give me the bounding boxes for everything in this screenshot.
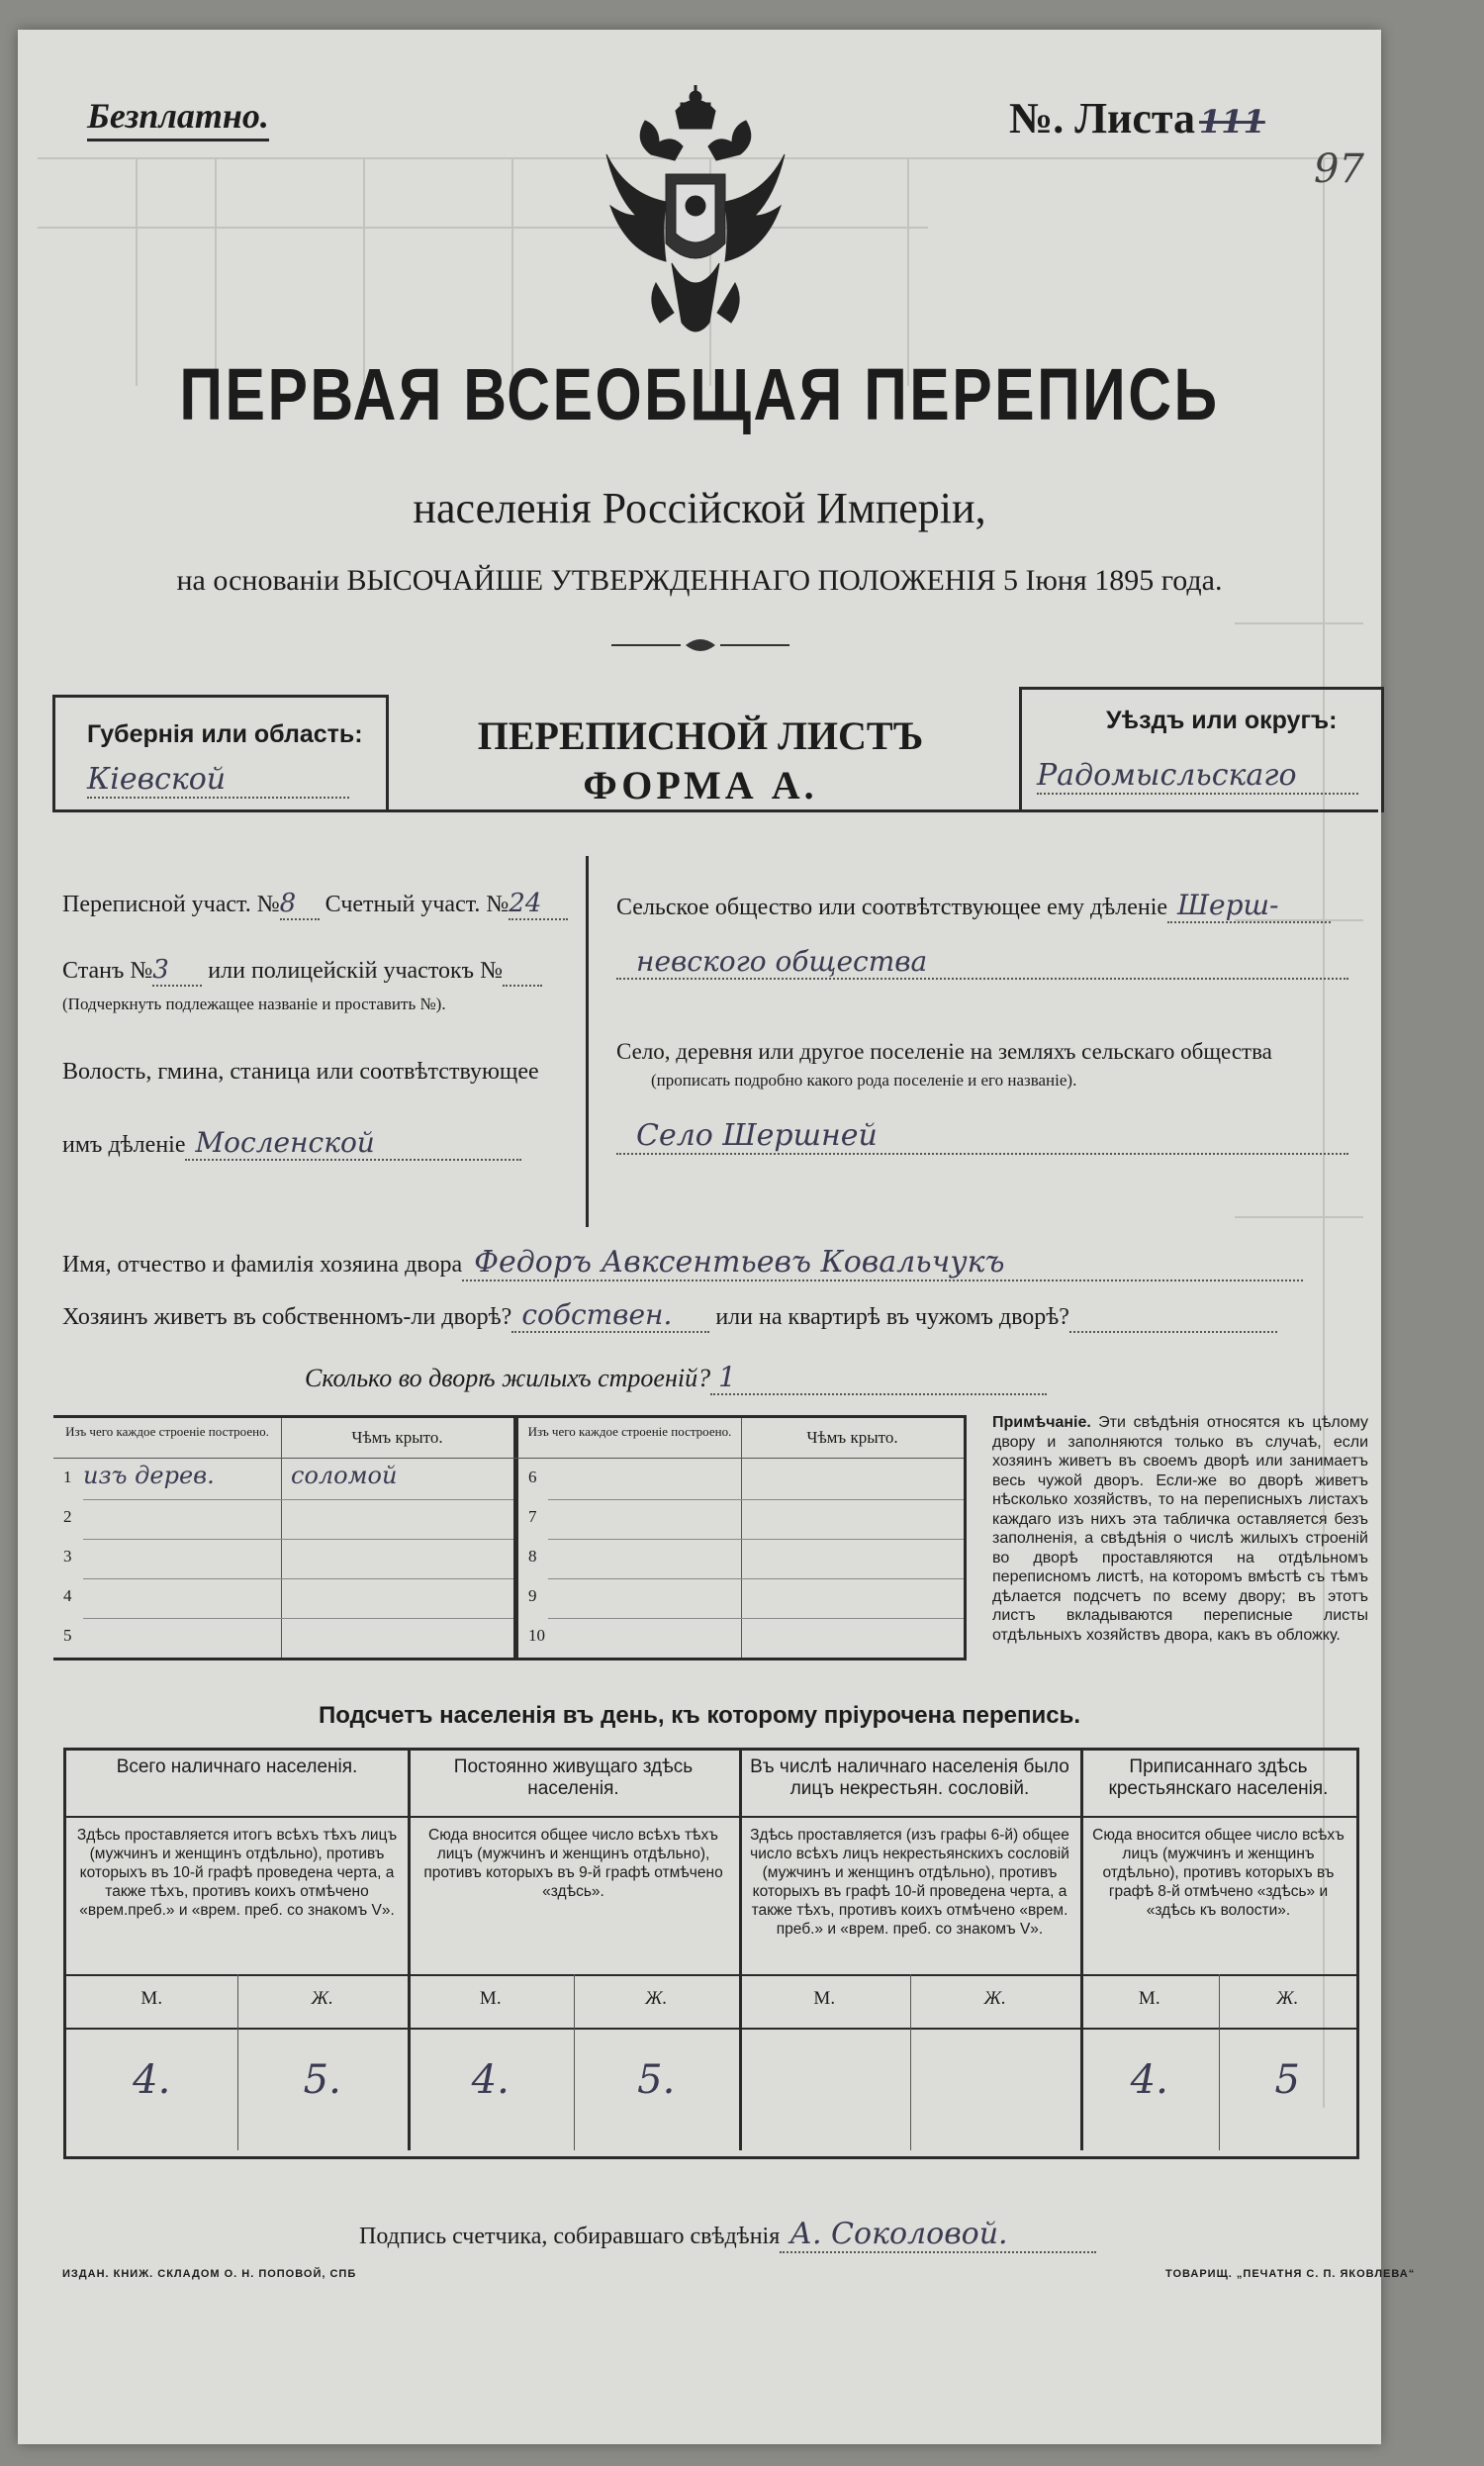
note-block — [992, 1413, 1368, 1645]
free-label: Безплатно. — [87, 95, 269, 142]
sheet-number-label — [1009, 93, 1265, 143]
society-value-2: невского общества — [616, 945, 1348, 980]
table-row-number: 6 — [528, 1468, 537, 1486]
col-roof-header-right: Чѣмъ крыто. — [806, 1428, 898, 1447]
pop-female-label: Ж. — [1276, 1988, 1299, 2009]
census-section-label: Переписной участ. № — [62, 892, 280, 917]
police-label: или полицейскій участокъ № — [208, 958, 503, 984]
owner-lives-row — [62, 1298, 1277, 1333]
table-row-material: изъ дерев. — [83, 1462, 215, 1489]
village-note: (прописать подробно какого рода поселеніе и его названіе). — [651, 1071, 1077, 1090]
buildings-row — [305, 1361, 1047, 1395]
counting-section-value: 24 — [509, 889, 568, 920]
sheet-number-value: 111 — [1199, 103, 1265, 141]
village-value: Село Шершней — [616, 1118, 1348, 1155]
pop-female-value: 5. — [303, 2057, 341, 2103]
table-row-rule — [83, 1499, 513, 1500]
pop-female-label: Ж. — [645, 1988, 668, 2009]
signature-label: Подпись счетчика, собиравшаго свѣдѣнія — [359, 2224, 781, 2249]
pop-female-label: Ж. — [983, 1988, 1006, 2009]
buildings-label: Сколько во дворѣ жилыхъ строеній? — [305, 1364, 711, 1392]
pop-female-value: 5 — [1274, 2057, 1300, 2103]
table-row-rule — [83, 1578, 513, 1579]
census-section-row — [62, 889, 568, 920]
buildings-table — [53, 1415, 967, 1660]
col-roof-header-left: Чѣмъ крыто. — [351, 1428, 443, 1447]
pop-male-value: 4. — [1130, 2057, 1168, 2103]
volost-row — [62, 1126, 521, 1161]
note-title: Примѣчаніе. — [992, 1414, 1091, 1431]
footer-left: ИЗДАН. КНИЖ. СКЛАДОМ О. Н. ПОПОВОЙ, СПБ — [62, 2268, 357, 2280]
pop-column-desc: Сюда вносится общее число всѣхъ тѣхъ лицъ (мужчинъ и женщинъ отдѣльно), противъ которыхъ въ 9-й графѣ отмѣчено «здѣсь». — [423, 1827, 723, 1900]
table-row-number: 2 — [63, 1507, 72, 1526]
pop-mf-rule — [66, 2028, 1356, 2030]
pop-column-title: Въ числѣ наличнаго населенія было лицъ некрестьян. сословій. — [750, 1756, 1069, 1799]
uezd-label: Уѣздъ или округъ: — [1106, 707, 1338, 734]
pop-column-title: Всего наличнаго населенія. — [116, 1756, 358, 1777]
stan-value: 3 — [152, 955, 202, 987]
sheet-title: ПЕРЕПИСНОЙ ЛИСТЪ — [477, 713, 924, 758]
table-row-number: 5 — [63, 1626, 72, 1645]
col-material-header-right: Изъ чего каждое строеніе построено. — [527, 1424, 732, 1439]
owner-lives-label-2: или на квартирѣ въ чужомъ дворѣ? — [715, 1304, 1069, 1330]
pop-male-label: М. — [479, 1988, 502, 2009]
table-row-number: 1 — [63, 1468, 72, 1486]
table-row-number: 9 — [528, 1586, 537, 1605]
uezd-value: Радомысльскаго — [1037, 758, 1358, 795]
pop-column-title: Постоянно живущаго здѣсь населенія. — [453, 1756, 694, 1799]
guberniya-label: Губернія или область: — [87, 720, 363, 748]
note-text: Эти свѣдѣнія относятся къ цѣлому двору и заполняются только въ случаѣ, если хозяинъ живетъ въ своемъ дворѣ или занимаетъ весь чужой дворъ. Если-же во дворѣ живетъ нѣсколько хозяйствъ, то на переписныхъ листахъ каждаго изъ нихъ эта табличка оставляется безъ заполненія, а свѣдѣнія о числѣ жилыхъ строеній во дворѣ проставляются на отдѣльномъ переписномъ листѣ, на которомъ вмѣстѣ съ тѣмъ дѣлается подсчетъ по всему двору; въ этотъ листъ вкладываются переписные листы отдѣльныхъ хозяйствъ двора, какъ въ обложку. — [992, 1414, 1368, 1644]
address-divider — [586, 856, 589, 1227]
col-material-header-left: Изъ чего каждое строеніе построено. — [65, 1424, 269, 1439]
ornament-divider — [611, 635, 789, 655]
volost-label: Волость, гмина, станица или соотвѣтствующее — [62, 1059, 539, 1085]
table-row-number: 10 — [528, 1626, 545, 1645]
owner-lives-value: собствен. — [511, 1298, 709, 1333]
page-subtitle: населенія Россійской Имперіи, — [413, 484, 986, 532]
society-row — [616, 889, 1331, 923]
volost-label-2: имъ дѣленіе — [62, 1132, 186, 1158]
owner-lives-label: Хозяинъ живетъ въ собственномъ-ли дворѣ? — [62, 1304, 512, 1330]
pop-male-label: М. — [1138, 1988, 1160, 2009]
double-headed-eagle-icon — [597, 85, 794, 352]
society-value-1: Шерш- — [1167, 889, 1331, 923]
sheet-number-text: №. Листа — [1009, 94, 1196, 142]
pop-column-title: Приписаннаго здѣсь крестьянскаго населенія. — [1108, 1756, 1329, 1799]
volost-value: Мосленской — [185, 1126, 521, 1161]
pop-desc-rule — [66, 1974, 1356, 1976]
pop-male-value: 4. — [471, 2057, 510, 2103]
form-name: ФОРМА А. — [583, 763, 818, 807]
underline-note: (Подчеркнуть подлежащее названіе и проставить №). — [62, 995, 446, 1013]
table-row-roof: соломой — [291, 1462, 398, 1489]
table-row-rule — [83, 1618, 513, 1619]
population-heading: Подсчетъ населенія въ день, къ которому пріурочена перепись. — [319, 1702, 1080, 1729]
table-row-number: 7 — [528, 1507, 537, 1526]
footer-right: ТОВАРИЩ. „ПЕЧАТНЯ С. П. ЯКОВЛЕВА“ — [1165, 2268, 1416, 2280]
table-row-rule — [548, 1578, 964, 1579]
page-stamp: 97 — [1314, 146, 1364, 192]
pop-female-value: 5. — [637, 2057, 676, 2103]
pop-male-label: М. — [813, 1988, 836, 2009]
pop-column-divider — [739, 1751, 742, 2150]
table-row-number: 8 — [528, 1547, 537, 1565]
pop-title-rule — [66, 1816, 1356, 1818]
society-label: Сельское общество или соотвѣтствующее ему дѣленіе — [616, 895, 1168, 920]
signature-row — [359, 2217, 1096, 2253]
table-row-number: 3 — [63, 1547, 72, 1565]
pop-column-desc: Здѣсь проставляется (изъ графы 6-й) общее число всѣхъ лицъ некрестьянскихъ сословій (мужчинъ и женщинъ отдѣльно), противъ которыхъ въ графѣ 10-й проведена черта, а также тѣхъ, противъ коихъ отмѣчено «врем. преб.» и «врем. преб. со знакомъ V». — [750, 1827, 1069, 1938]
pop-column-desc: Здѣсь проставляется итогъ всѣхъ тѣхъ лицъ (мужчинъ и женщинъ отдѣльно), противъ которыхъ въ 10-й графѣ проведена черта, а также тѣхъ, противъ коихъ отмѣчено «врем.преб.» и «врем. преб. со знакомъ V». — [76, 1827, 398, 1919]
table-row-number: 4 — [63, 1586, 72, 1605]
owner-name-label: Имя, отчество и фамилія хозяина двора — [62, 1252, 463, 1278]
stan-row — [62, 955, 542, 987]
counting-section-label: Счетный участ. № — [325, 892, 510, 917]
owner-name-value: Федоръ Авксентьевъ Ковальчукъ — [462, 1245, 1303, 1281]
guberniya-value: Кіевской — [87, 762, 349, 799]
table-row-rule — [548, 1539, 964, 1540]
pop-male-value: 4. — [133, 2057, 171, 2103]
buildings-table-divider — [513, 1418, 518, 1658]
stan-label: Станъ № — [62, 958, 153, 984]
pop-male-label: М. — [140, 1988, 163, 2009]
basis-line: на основаніи ВЫСОЧАЙШЕ УТВЕРЖДЕННАГО ПОЛОЖЕНІЯ 5 Іюня 1895 года. — [176, 564, 1223, 597]
pop-column-desc: Сюда вносится общее число всѣхъ лицъ (мужчинъ и женщинъ отдѣльно), противъ которыхъ въ графѣ 8-й отмѣчено «здѣсь» и «здѣсь къ волости». — [1092, 1827, 1345, 1919]
population-table — [63, 1748, 1359, 2159]
pop-female-label: Ж. — [311, 1988, 333, 2009]
buildings-value: 1 — [710, 1361, 1047, 1395]
owner-name-row — [62, 1245, 1303, 1281]
village-label: Село, деревня или другое поселеніе на земляхъ сельскаго общества — [616, 1039, 1272, 1064]
table-row-rule — [83, 1539, 513, 1540]
signature-value: А. Соколовой. — [780, 2217, 1096, 2253]
page-title: ПЕРВАЯ ВСЕОБЩАЯ ПЕРЕПИСЬ — [179, 353, 1220, 435]
census-form-page — [18, 30, 1416, 2444]
census-section-value: 8 — [280, 889, 320, 920]
table-row-rule — [548, 1499, 964, 1500]
table-row-rule — [548, 1618, 964, 1619]
